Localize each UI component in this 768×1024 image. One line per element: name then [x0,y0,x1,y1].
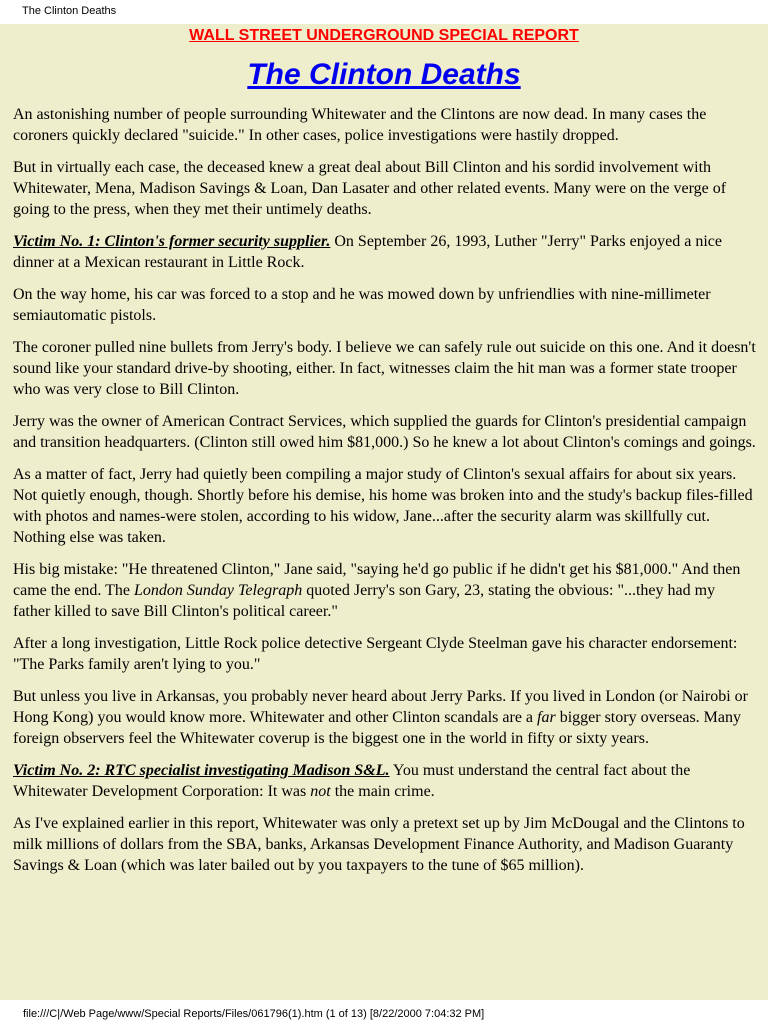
emphasis: far [537,709,556,726]
paragraph: As a matter of fact, Jerry had quietly been compiling a major study of Clinton's sexual affairs for about six years. Not quietly enough, though. Shortly before his demise, his home was broken into and the study's backup files-filled with photos and names-were stolen, according to his widow, Jane...after the security alarm was skillfully cut. Nothing else was taken. [13,466,753,546]
paragraph: On the way home, his car was forced to a stop and he was mowed down by unfriendlies with nine-millimeter semiautomatic pistols. [13,286,711,324]
print-footer-path: file:///C|/Web Page/www/Special Reports/Files/061796(1).htm (1 of 13) [8/22/2000 7:04:32 PM] [23,1008,485,1020]
paragraph [13,559,756,622]
paragraph: The coroner pulled nine bullets from Jerry's body. I believe we can safely rule out suicide on this one. And it doesn't sound like your standard drive-by shooting, either. In fact, witnesses claim the hit man was a former state trooper who was very close to Bill Clinton. [13,339,756,398]
emphasis: not [310,783,331,800]
print-header [0,0,768,24]
paragraph-text: the main crime. [330,783,435,800]
paragraph: Jerry was the owner of American Contract Services, which supplied the guards for Clinton's presidential campaign and transition headquarters. (Clinton still owed him $81,000.) So he knew a lot about Clinton's comings and goings. [13,413,756,451]
paragraph-text: His big mistake: "He threatened Clinton," Jane said, "saying he'd go public if he didn't get his $81,000." And then came the end. The [13,561,741,599]
print-header-title: The Clinton Deaths [22,5,117,17]
paragraph-text: quoted Jerry's son Gary, 23, stating the obvious: "...they had my father killed to save Bill Clinton's political career." [13,582,716,620]
page-title: The Clinton Deaths [247,58,521,91]
victim-heading: Victim No. 1: Clinton's former security supplier. [13,233,331,250]
paragraph: After a long investigation, Little Rock police detective Sergeant Clyde Steelman gave his character endorsement: "The Parks family aren't lying to you." [13,635,738,673]
paragraph-text: But unless you live in Arkansas, you probably never heard about Jerry Parks. If you lived in London (or Nairobi or Hong Kong) you would know more. Whitewater and other Clinton scandals are a [13,688,748,726]
report-banner: WALL STREET UNDERGROUND SPECIAL REPORT [189,27,579,44]
article-body [0,104,768,876]
paragraph [13,231,756,273]
victim-heading: Victim No. 2: RTC specialist investigating Madison S&L. [13,762,390,779]
paragraph-text: You must understand the central fact about the Whitewater Development Corporation: It was [13,762,691,800]
paragraph: An astonishing number of people surrounding Whitewater and the Clintons are now dead. In many cases the coroners quickly declared "suicide." In other cases, police investigations were hastily dropped. [13,106,707,144]
paragraph: But in virtually each case, the deceased knew a great deal about Bill Clinton and his sordid involvement with Whitewater, Mena, Madison Savings & Loan, Dan Lasater and other related events. Many were on the verge of going to the press, when they met their untimely deaths. [13,159,727,218]
paragraph-text: bigger story overseas. Many foreign observers feel the Whitewater coverup is the biggest one in the world in fifty or sixty years. [13,709,741,747]
document-page [0,24,768,1000]
paragraph [13,686,756,749]
paragraph-text: On September 26, 1993, Luther "Jerry" Parks enjoyed a nice dinner at a Mexican restaurant in Little Rock. [13,233,722,271]
paragraph [13,760,756,802]
print-footer [0,1000,768,1024]
publication-name: London Sunday Telegraph [133,582,303,599]
paragraph: As I've explained earlier in this report, Whitewater was only a pretext set up by Jim McDougal and the Clintons to milk millions of dollars from the SBA, banks, Arkansas Development Finance Authority, and Madison Guaranty Savings & Loan (which was later bailed out by you taxpayers to the tune of $65 million). [13,815,745,874]
